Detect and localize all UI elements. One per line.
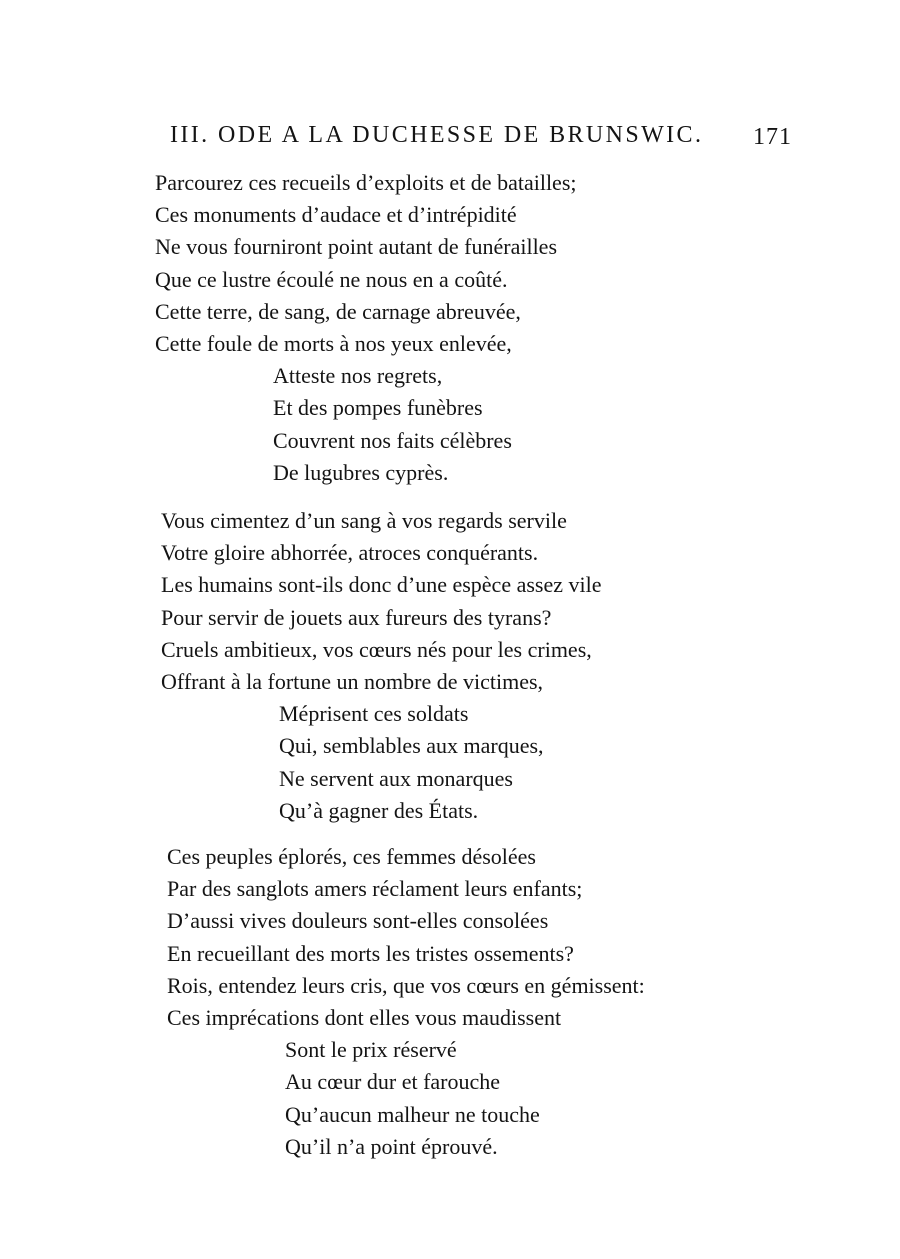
- verse-line: Cruels ambitieux, vos cœurs nés pour les crimes,: [161, 636, 592, 662]
- verse-line: Ne vous fourniront point autant de funérailles: [155, 234, 558, 260]
- verse-line: En recueillant des morts les tristes ossements?: [167, 940, 574, 966]
- verse-line-indented: Sont le prix réservé: [285, 1037, 457, 1063]
- running-title: III. ODE A LA DUCHESSE DE BRUNSWIC.: [170, 122, 704, 148]
- verse-line: Les humains sont-ils donc d’une espèce assez vile: [161, 572, 602, 598]
- verse-line: Ces imprécations dont elles vous maudissent: [167, 1004, 562, 1030]
- verse-line-indented: Qu’à gagner des États.: [279, 797, 479, 823]
- verse-line: Ces monuments d’audace et d’intrépidité: [155, 202, 517, 228]
- verse-line: Que ce lustre écoulé ne nous en a coûté.: [155, 266, 508, 292]
- verse-line-indented: Qui, semblables aux marques,: [279, 733, 544, 759]
- verse-line: Parcourez ces recueils d’exploits et de batailles;: [155, 170, 577, 195]
- verse-line-indented: Atteste nos regrets,: [273, 363, 443, 389]
- verse-line-indented: De lugubres cyprès.: [273, 459, 449, 485]
- verse-line-indented: Qu’aucun malheur ne touche: [285, 1101, 540, 1127]
- verse-line-indented: Couvrent nos faits célèbres: [273, 427, 512, 453]
- stanza-2: [161, 505, 601, 827]
- verse-line: Offrant à la fortune un nombre de victimes,: [161, 668, 544, 694]
- verse-line: Cette terre, de sang, de carnage abreuvée,: [155, 298, 521, 324]
- verse-line-indented: Méprisent ces soldats: [279, 701, 469, 727]
- stanza-3: [167, 841, 645, 1163]
- verse-line: Pour servir de jouets aux fureurs des tyrans?: [161, 604, 552, 630]
- page-number: 171: [753, 124, 792, 150]
- verse-line: Votre gloire abhorrée, atroces conquérants.: [161, 540, 539, 566]
- verse-line: Vous cimentez d’un sang à vos regards servile: [161, 508, 567, 533]
- verse-line-indented: Au cœur dur et farouche: [285, 1069, 501, 1095]
- verse-line-indented: Qu’il n’a point éprouvé.: [285, 1133, 498, 1159]
- verse-line: Par des sanglots amers réclament leurs enfants;: [167, 876, 583, 902]
- verse-line-indented: Et des pompes funèbres: [273, 395, 483, 421]
- verse-line-indented: Ne servent aux monarques: [279, 765, 513, 791]
- running-head: [170, 122, 800, 156]
- stanza-1: [155, 167, 577, 489]
- verse-line: Ces peuples éplorés, ces femmes désolées: [167, 844, 536, 869]
- verse-line: Rois, entendez leurs cris, que vos cœurs en gémissent:: [167, 972, 645, 998]
- verse-line: Cette foule de morts à nos yeux enlevée,: [155, 330, 512, 356]
- verse-line: D’aussi vives douleurs sont-elles consolées: [167, 908, 549, 934]
